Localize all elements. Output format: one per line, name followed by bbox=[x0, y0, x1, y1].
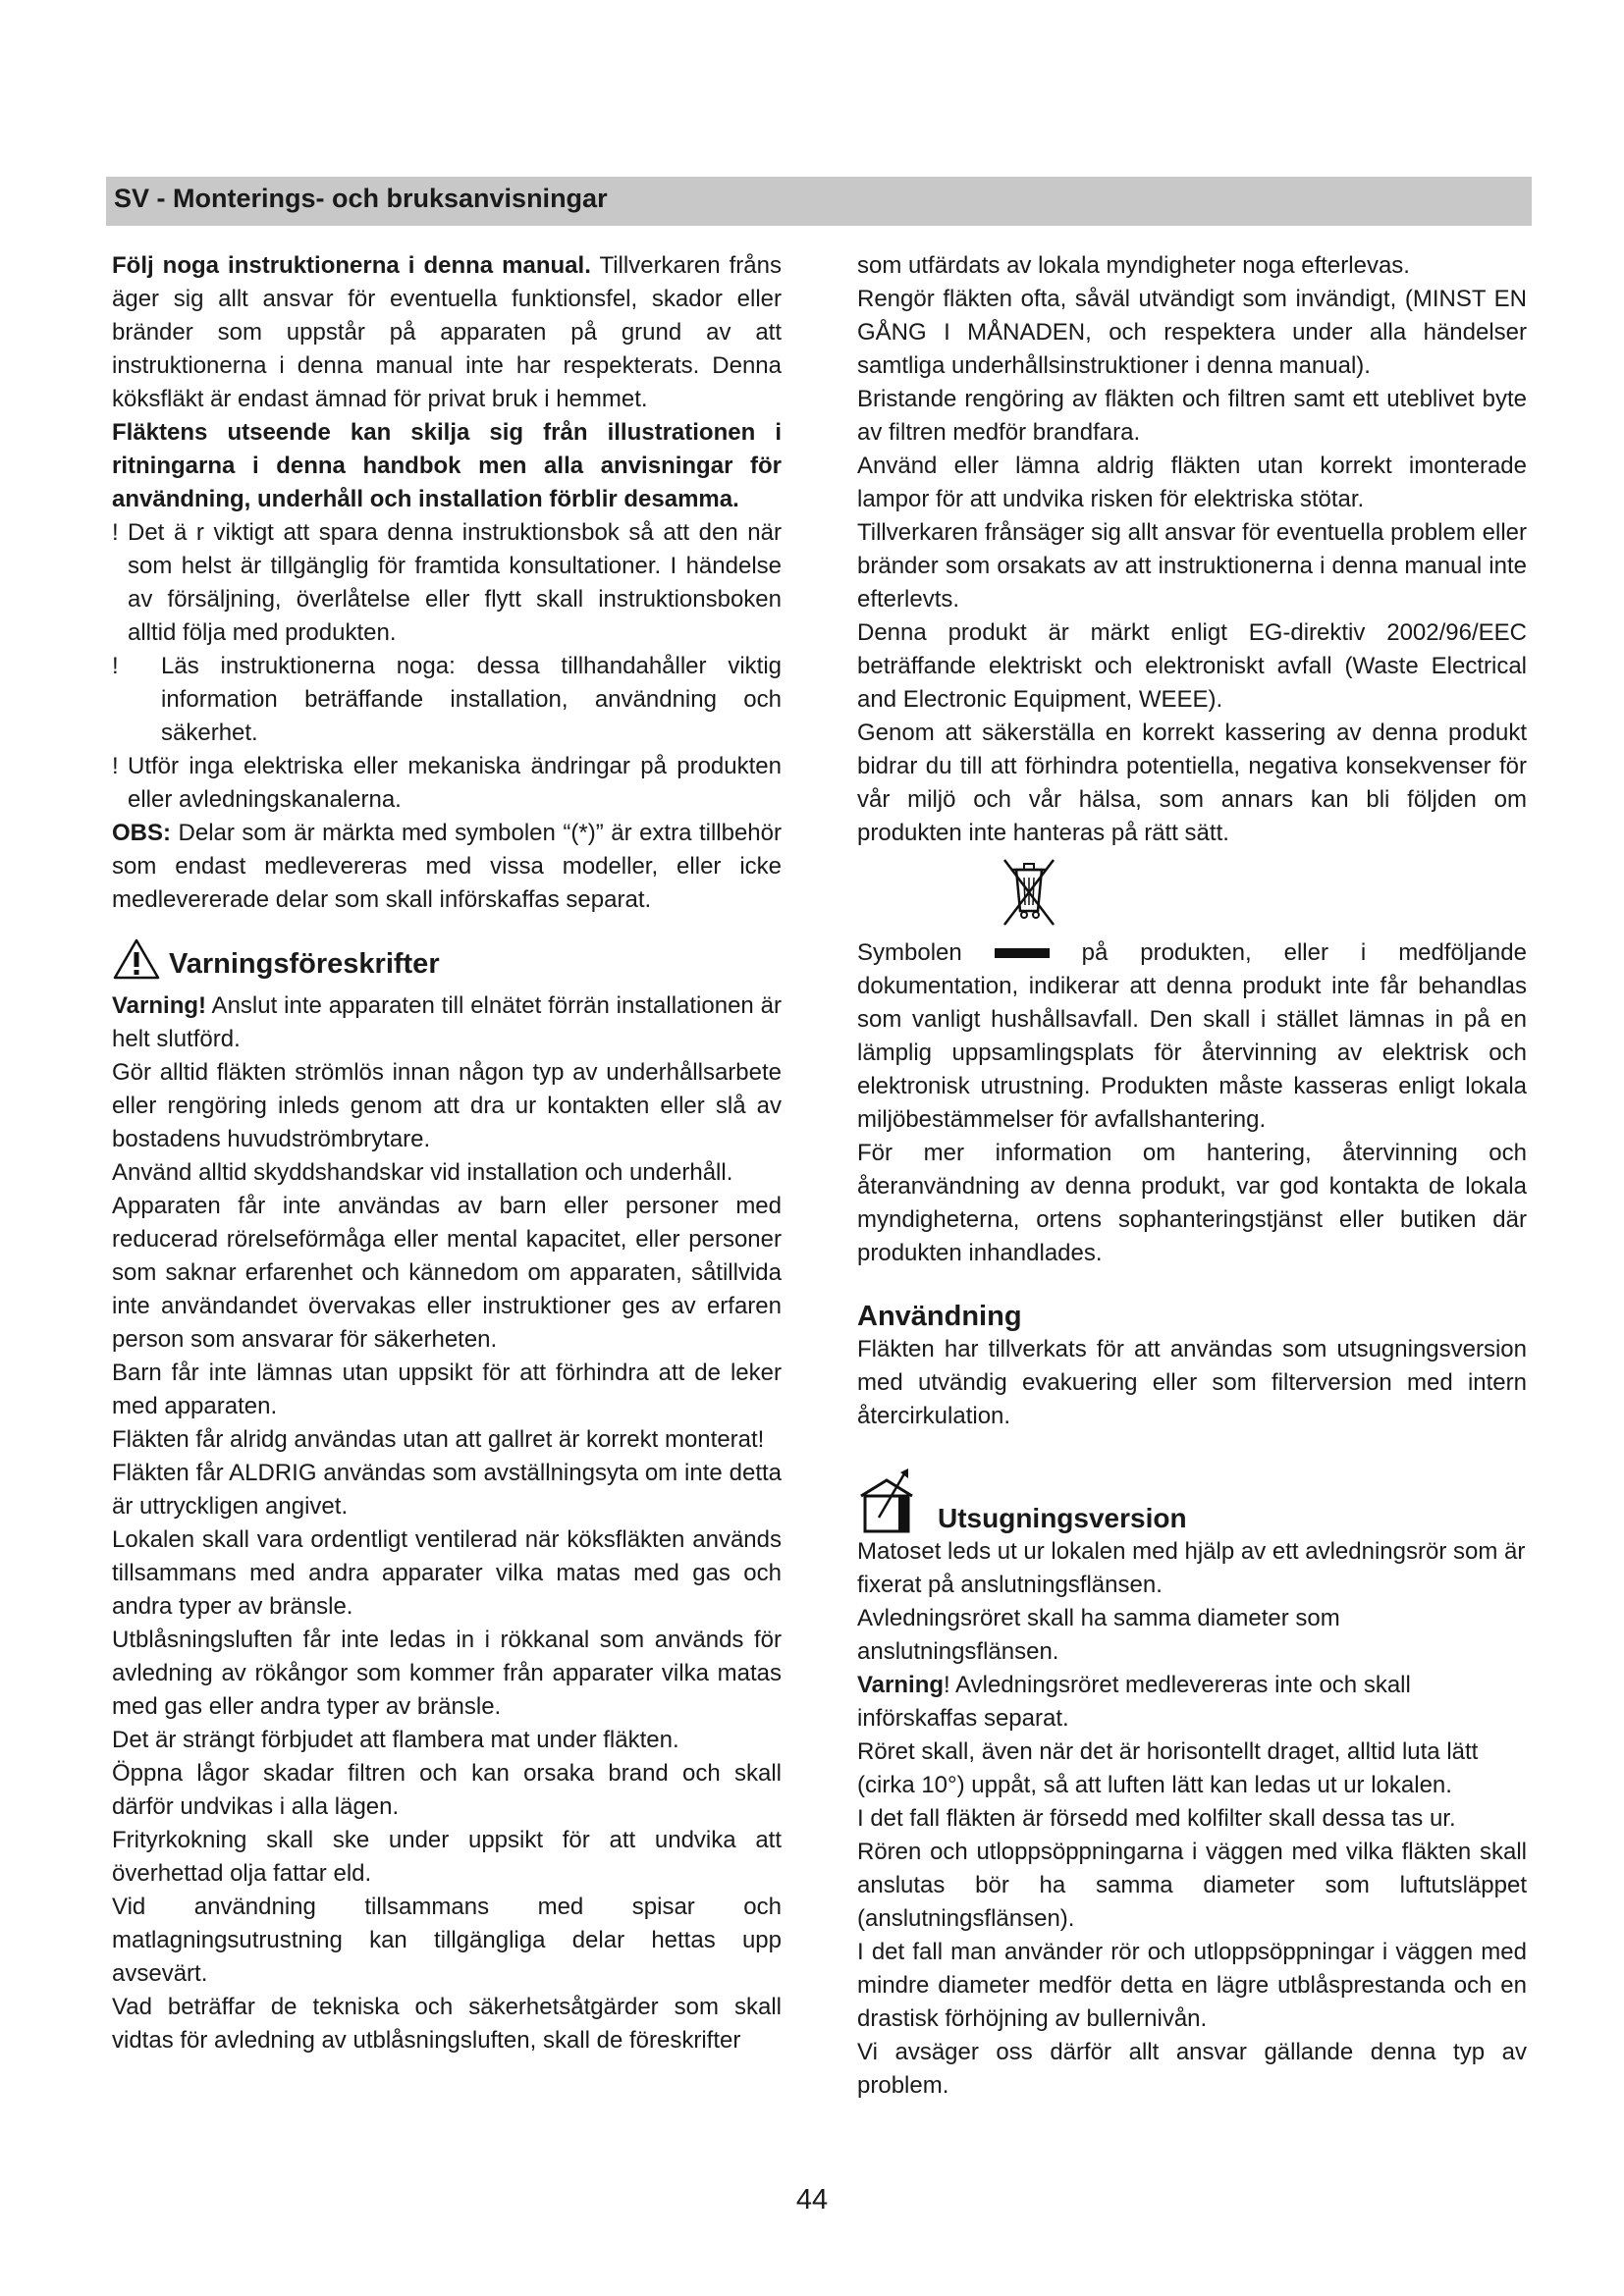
usage-paragraph: Fläkten har tillverkats för att användas som utsugningsversion med utvändig evakuering eller som filterversion med intern återcirkulation. bbox=[857, 1336, 1527, 1429]
paragraph: Fläkten får alridg användas utan att gallret är korrekt monterat! bbox=[112, 1426, 765, 1453]
list-item: ! Det ä r viktigt att spara denna instruktionsbok så att den när som helst är tillgänglig för framtida konsultationer. I händelse av försäljning, överlåtelse eller flytt skall instruktionsboken alltid följa med produkten. bbox=[112, 516, 782, 650]
weee-symbol bbox=[857, 856, 1527, 933]
usage-title: Användning bbox=[857, 1301, 1022, 1332]
warnings-title: Varningsföreskrifter bbox=[169, 948, 440, 980]
paragraph: Matoset leds ut ur lokalen med hjälp av ett avledningsrör som är fixerat på anslutningsflänsen. bbox=[857, 1538, 1526, 1598]
obs-paragraph: OBS: Delar som är märkta med symbolen “(*)” är extra tillbehör som endast medlevereras med vissa modeller, eller icke medlevererade delar som skall införskaffas separat. bbox=[112, 820, 782, 913]
paragraph: Tillverkaren frånsäger sig allt ansvar för eventuella problem eller bränder som orsakats av att instruktionerna i denna manual inte efterlevts. bbox=[857, 519, 1527, 613]
symbol-line: Symbolen på produkten, eller i medföljande bbox=[857, 939, 1527, 966]
list-item: ! Utför inga elektriska eller mekaniska ändringar på produkten eller avledningskanalerna. bbox=[112, 750, 782, 817]
left-column bbox=[112, 249, 782, 2057]
paragraph: Vi avsäger oss därför allt ansvar gällande denna typ av problem. bbox=[857, 2039, 1527, 2099]
paragraph: Avledningsröret skall ha samma diameter som anslutningsflänsen. bbox=[857, 1605, 1340, 1665]
bullet-marker: ! bbox=[112, 653, 119, 679]
paragraph: dokumentation, indikerar att denna produkt inte får behandlas som vanligt hushållsavfall. Den skall i stället lämnas in på en lämplig uppsamlingsplats för återvinning av elektrisk och elektronisk utrustning. Produkten måste kasseras enligt lokala miljöbestämmelser för avfallshantering. bbox=[857, 973, 1527, 1133]
right-column bbox=[857, 249, 1527, 2103]
paragraph: Använd eller lämna aldrig fläkten utan korrekt imonterade lampor för att undvika risken för elektriska stötar. bbox=[857, 453, 1527, 512]
warning-triangle-icon bbox=[112, 937, 161, 990]
paragraph: Rengör fläkten ofta, såväl utvändigt som invändigt, (MINST EN GÅNG I MÅNADEN, och respektera under alla händelser samtliga underhållsinstruktioner i denna manual). bbox=[857, 286, 1527, 379]
paragraph: Apparaten får inte användas av barn eller personer med reducerad rörelseförmåga eller mental kapacitet, eller personer som saknar erfarenhet och kännedom om apparaten, såtillvida inte användandet övervakas eller instruktioner ges av erfaren person som ansvarar för säkerheten. bbox=[112, 1193, 782, 1353]
warnings-heading bbox=[112, 938, 782, 989]
warning-paragraph: Varning! Avledningsröret medlevereras inte och skall införskaffas separat. bbox=[857, 1672, 1411, 1732]
paragraph: För mer information om hantering, återvinning och återanvändning av denna produkt, var god kontakta de lokala myndigheterna, ortens sophanteringstjänst eller butiken där produkten inhandlades. bbox=[857, 1140, 1527, 1266]
paragraph: Denna produkt är märkt enligt EG-direktiv 2002/96/EEC beträffande elektriskt och elektroniskt avfall (Waste Electrical and Electronic Equipment, WEEE). bbox=[857, 619, 1527, 713]
section-header bbox=[106, 177, 1532, 226]
intro-paragraph: Följ noga instruktionerna i denna manual. Tillverkaren fråns äger sig allt ansvar för eventuella funktionsfel, skador eller bränder som uppstår på apparaten på grund av att instruktionerna i denna manual inte har respekterats. Denna köksfläkt är endast ämnad för privat bruk i hemmet. bbox=[112, 252, 782, 412]
paragraph: Fläkten får ALDRIG användas som avställningsyta om inte detta är uttryckligen angivet. bbox=[112, 1460, 782, 1520]
appearance-notice: Fläktens utseende kan skilja sig från illustrationen i ritningarna i denna handbok men alla anvisningar för användning, underhåll och installation förblir desamma. bbox=[112, 419, 782, 512]
paragraph: Frityrkokning skall ske under uppsikt för att undvika att överhettad olja fattar eld. bbox=[112, 1827, 782, 1887]
usage-heading bbox=[857, 1300, 1527, 1333]
extraction-title: Utsugningsversion bbox=[938, 1503, 1187, 1533]
warning-paragraph: Varning! Anslut inte apparaten till elnätet förrän installationen är helt slutförd. bbox=[112, 992, 782, 1052]
black-bar-symbol bbox=[995, 948, 1050, 958]
paragraph: I det fall man använder rör och utloppsöppningar i väggen med mindre diameter medför detta en lägre utblåsprestanda och en drastisk förhöjning av bullernivån. bbox=[857, 1939, 1527, 2032]
paragraph: Rören och utloppsöppningarna i väggen med vilka fläkten skall anslutas bör ha samma diameter som luftutsläppet (anslutningsflänsen). bbox=[857, 1839, 1527, 1932]
page-number: 44 bbox=[795, 2184, 829, 2216]
paragraph: Bristande rengöring av fläkten och filtren samt ett uteblivet byte av filtren medför brandfara. bbox=[857, 386, 1527, 446]
extraction-heading bbox=[857, 1467, 1527, 1535]
paragraph: Gör alltid fläkten strömlös innan någon typ av underhållsarbete eller rengöring inleds genom att dra ur kontakten eller slå av bostadens huvudströmbrytare. bbox=[112, 1059, 782, 1152]
paragraph: Lokalen skall vara ordentligt ventilerad när köksfläkten används tillsammans med andra apparater vilka matas med gas och andra typer av bränsle. bbox=[112, 1526, 782, 1620]
paragraph: Vid användning tillsammans med spisar och matlagningsutrustning kan tillgängliga delar hettas upp avsevärt. bbox=[112, 1894, 782, 1987]
paragraph: som utfärdats av lokala myndigheter noga efterlevas. bbox=[857, 252, 1410, 279]
list-item: ! Läs instruktionerna noga: dessa tillhandahåller viktig information beträffande installation, användning och säkerhet. bbox=[112, 650, 782, 750]
bullet-marker: ! bbox=[112, 519, 119, 546]
section-title: SV - Monterings- och bruksanvisningar bbox=[114, 184, 608, 213]
paragraph: Vad beträffar de tekniska och säkerhetsåtgärder som skall vidtas för avledning av utblåsningsluften, skall de föreskrifter bbox=[112, 1994, 782, 2054]
bullet-marker: ! bbox=[112, 753, 119, 779]
paragraph: I det fall fläkten är försedd med kolfilter skall dessa tas ur. bbox=[857, 1805, 1456, 1832]
house-vent-icon bbox=[857, 1467, 934, 1535]
paragraph: Det är strängt förbjudet att flambera mat under fläkten. bbox=[112, 1727, 679, 1753]
crossed-bin-icon bbox=[995, 856, 1063, 929]
paragraph: Använd alltid skyddshandskar vid installation och underhåll. bbox=[112, 1159, 733, 1186]
paragraph: Röret skall, även när det är horisontellt draget, alltid luta lätt (cirka 10°) uppåt, så att luften lätt kan ledas ut ur lokalen. bbox=[857, 1738, 1479, 1798]
paragraph: Genom att säkerställa en korrekt kassering av denna produkt bidrar du till att förhindra potentiella, negativa konsekvenser för vår miljö och vår hälsa, som annars kan bli följden om produkten inte hanteras på rätt sätt. bbox=[857, 720, 1527, 846]
paragraph: Utblåsningsluften får inte ledas in i rökkanal som används för avledning av rökångor som kommer från apparater vilka matas med gas eller andra typer av bränsle. bbox=[112, 1627, 782, 1720]
paragraph: Öppna lågor skadar filtren och kan orsaka brand och skall därför undvikas i alla lägen. bbox=[112, 1760, 782, 1820]
paragraph: Barn får inte lämnas utan uppsikt för att förhindra att de leker med apparaten. bbox=[112, 1360, 782, 1419]
